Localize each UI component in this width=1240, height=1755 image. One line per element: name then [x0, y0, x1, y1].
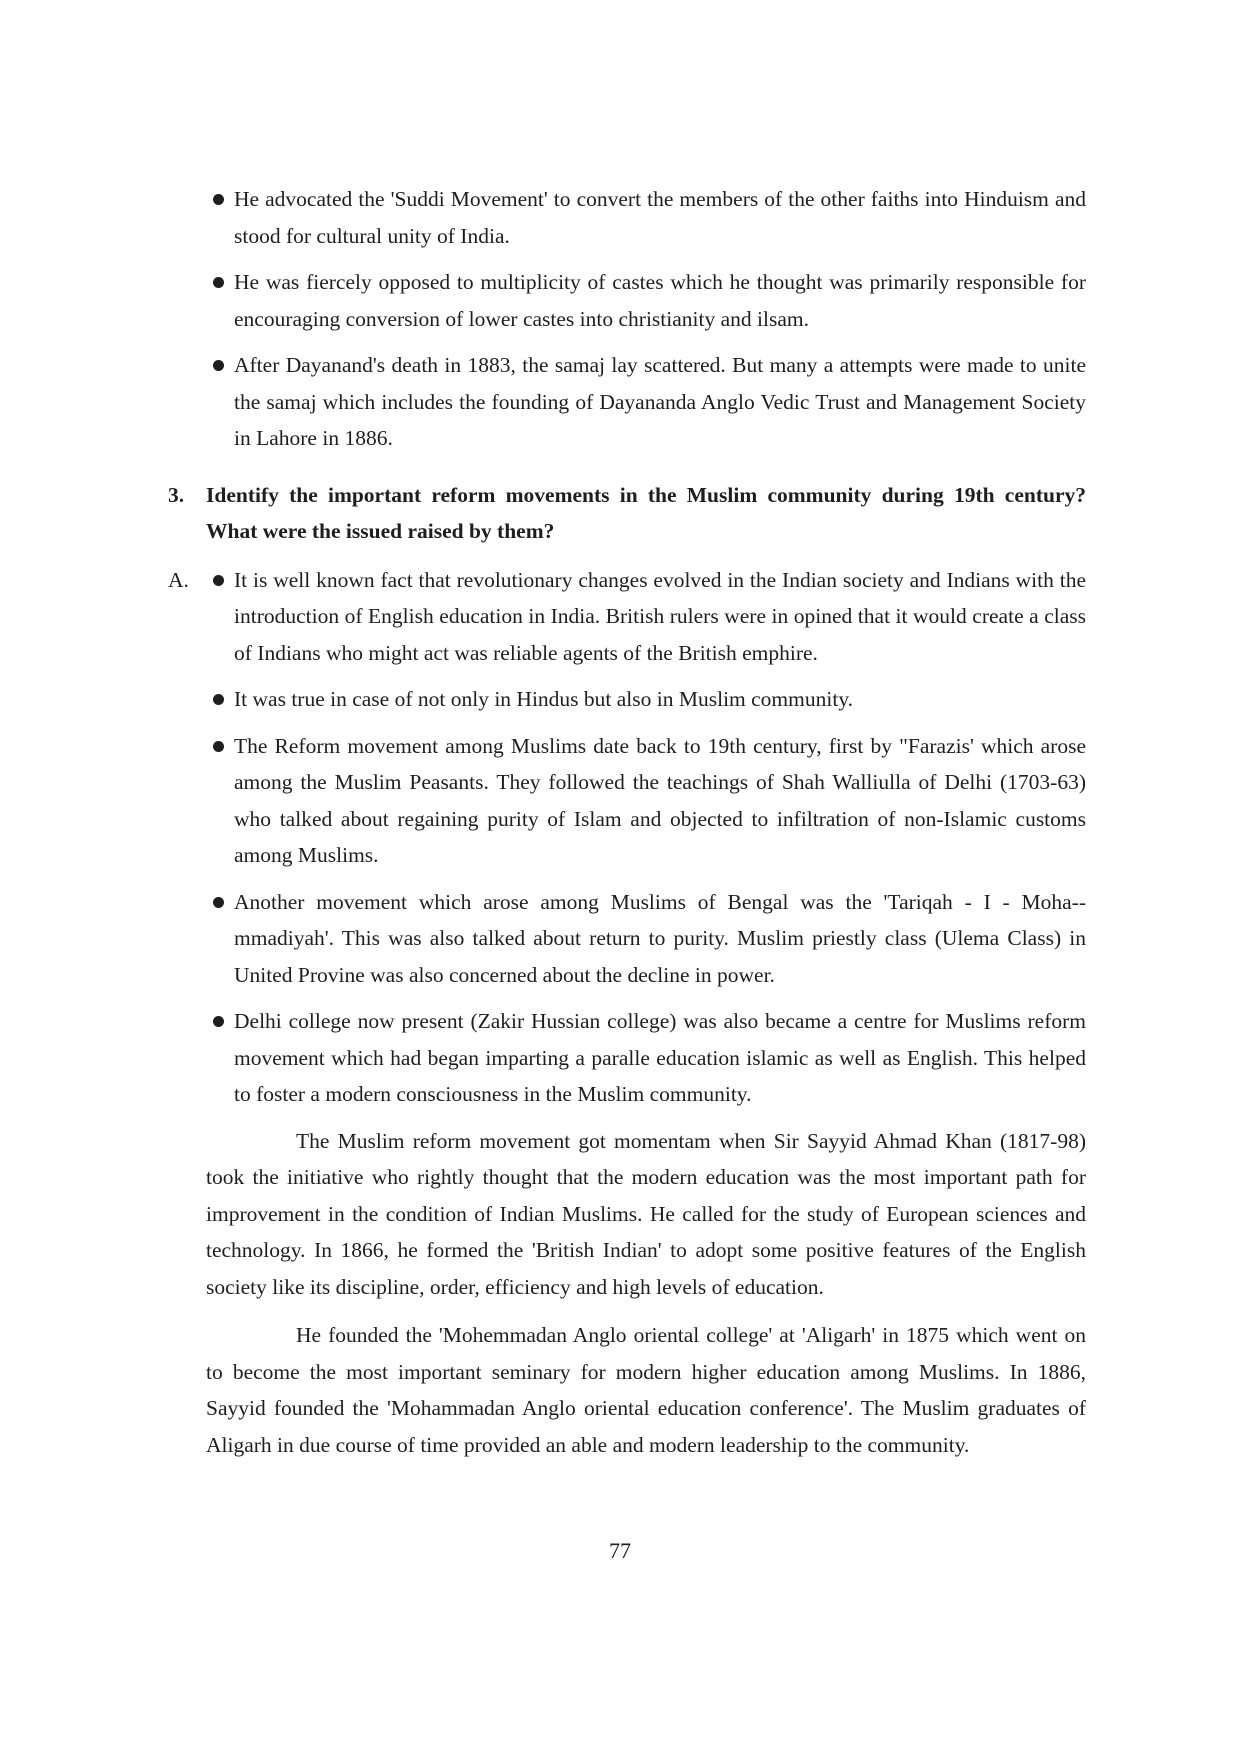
- answer-bullet: [168, 562, 1086, 672]
- bullet-dot-icon: [213, 575, 224, 586]
- body-paragraph: He founded the 'Mohemmadan Anglo oriental college' at 'Aligarh' in 1875 which went on to become the most important seminary for modern higher education among Muslims. In 1886, Sayyid founded the 'Mohammadan Anglo oriental education conference'. The Muslim graduates of Aligarh in due course of time provided an able and modern leadership to the community.: [206, 1323, 1086, 1457]
- question: [168, 477, 1086, 550]
- bullet-text: It is well known fact that revolutionary changes evolved in the Indian society and Indians with the introduction of English education in India. British rulers were in opined that it would create a class of Indians who might act was reliable agents of the British emphire.: [234, 567, 1086, 665]
- question-number: 3.: [168, 482, 185, 507]
- bullet-text: After Dayanand's death in 1883, the samaj lay scattered. But many a attempts were made to unite the samaj which includes the founding of Dayananda Anglo Vedic Trust and Management Society in Lahore in 1886.: [234, 353, 1086, 450]
- bullet-text: The Reform movement among Muslims date back to 19th century, first by "Farazis' which arose among the Muslim Peasants. They followed the teachings of Shah Walliulla of Delhi (1703-63) who talked about regaining purity of Islam and objected to infiltration of non-Islamic customs among Muslims.: [234, 733, 1086, 867]
- intro-bullet: [206, 181, 1086, 254]
- answer-bullet: [206, 884, 1086, 994]
- bullet-dot-icon: [213, 694, 224, 705]
- bullet-dot-icon: [213, 194, 224, 205]
- bullet-text: Another movement which arose among Muslims of Bengal was the 'Tariqah - I - Moha--mmadiyah'. This was also talked about return to purity. Muslim priestly class (Ulema Class) in United Provine was also concerned about the decline in power.: [234, 889, 1086, 987]
- question-text: Identify the important reform movements in the Muslim community during 19th century? What were the issued raised by them?: [206, 482, 1086, 543]
- intro-bullet: [206, 264, 1086, 337]
- bullet-dot-icon: [213, 741, 224, 752]
- bullet-text: It was true in case of not only in Hindus but also in Muslim community.: [234, 687, 854, 711]
- bullet-dot-icon: [213, 1016, 224, 1027]
- page-content: [168, 181, 1086, 1475]
- bullet-text: He advocated the 'Suddi Movement' to convert the members of the other faiths into Hinduism and stood for cultural unity of India.: [234, 187, 1086, 248]
- bullet-dot-icon: [213, 277, 224, 288]
- body-paragraph: The Muslim reform movement got momentam when Sir Sayyid Ahmad Khan (1817-98) took the initiative who rightly thought that the modern education was the most important path for improvement in the condition of Indian Muslims. He called for the study of European sciences and technology. In 1866, he formed the 'British Indian' to adopt some positive features of the English society like its discipline, order, efficiency and high levels of education.: [206, 1128, 1086, 1299]
- answer-label: A.: [168, 567, 189, 592]
- answer-bullet: [206, 728, 1086, 874]
- bullet-text: Delhi college now present (Zakir Hussian college) was also became a centre for Muslims reform movement which had began imparting a paralle education islamic as well as English. This helped to foster a modern consciousness in the Muslim community.: [234, 1009, 1086, 1106]
- intro-bullet: [206, 347, 1086, 457]
- page-number: 77: [609, 1538, 631, 1563]
- bullet-dot-icon: [213, 360, 224, 371]
- answer-bullet: [206, 681, 1086, 718]
- answer-bullet: [206, 1003, 1086, 1113]
- bullet-text: He was fiercely opposed to multiplicity of castes which he thought was primarily responsible for encouraging conversion of lower castes into christianity and ilsam.: [234, 270, 1086, 331]
- bullet-dot-icon: [213, 897, 224, 908]
